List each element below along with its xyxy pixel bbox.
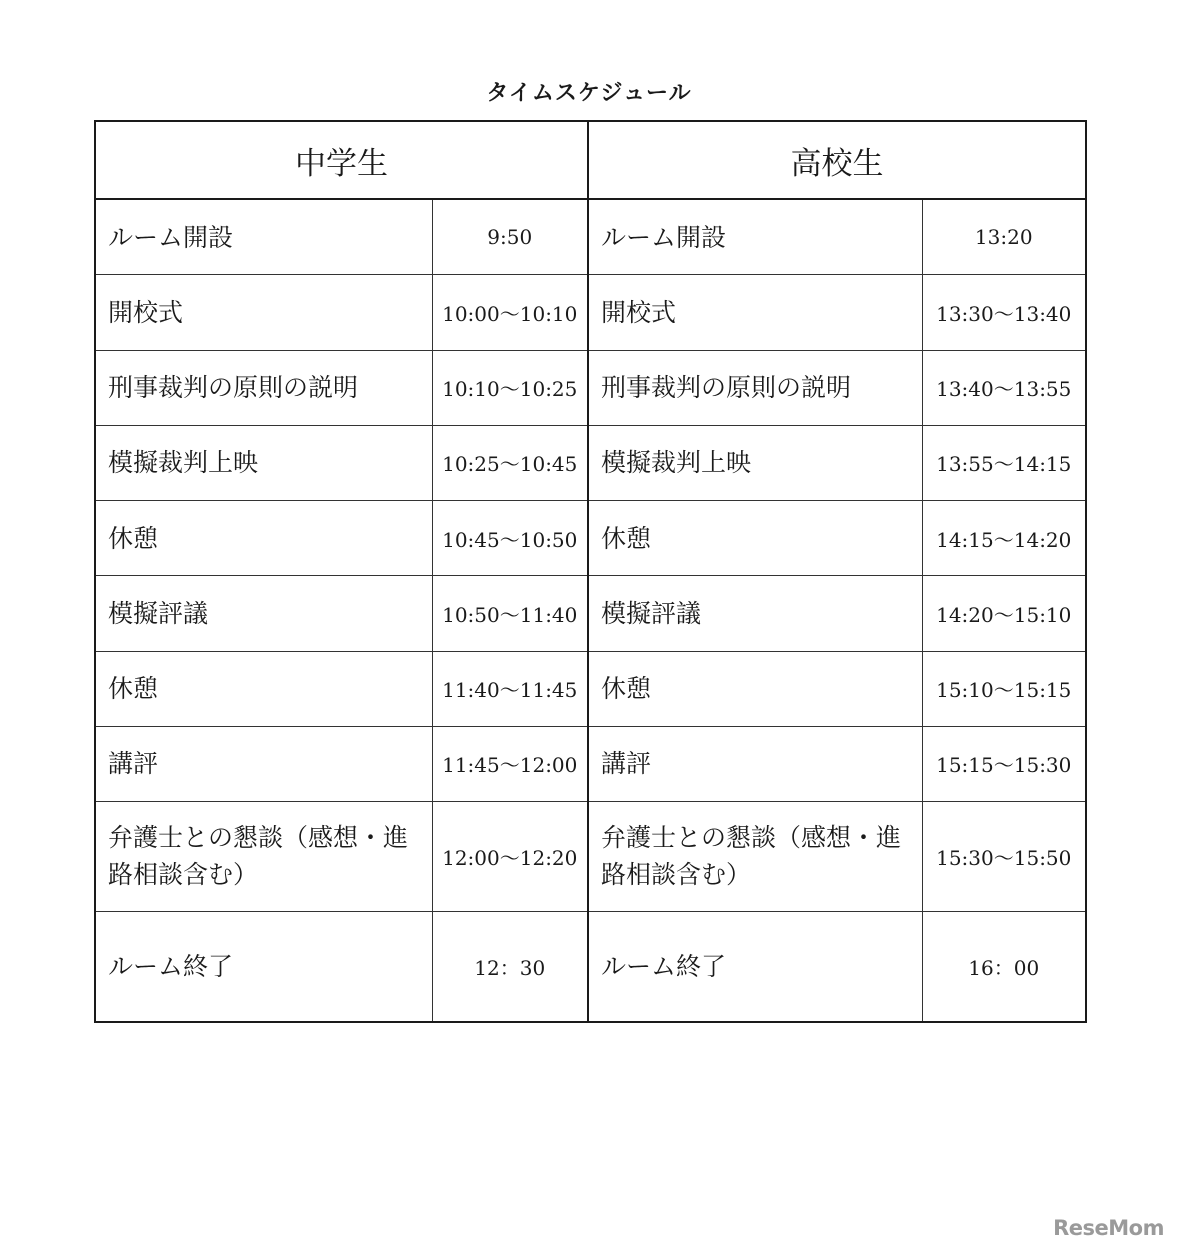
resemom-watermark-logo: ReseMom — [1053, 1216, 1164, 1240]
junior-time: 10:00～10:10 — [432, 275, 588, 350]
junior-activity: 刑事裁判の原則の説明 — [95, 350, 432, 425]
junior-activity: 休憩 — [95, 651, 432, 726]
senior-activity: 講評 — [588, 726, 922, 801]
senior-activity: 弁護士との懇談（感想・進路相談含む） — [588, 802, 922, 911]
junior-time: 10:50～11:40 — [432, 576, 588, 651]
senior-activity: ルーム開設 — [588, 199, 922, 275]
table-row — [95, 651, 1086, 726]
page-title: タイムスケジュール — [486, 81, 692, 106]
junior-time: 11:40～11:45 — [432, 651, 588, 726]
senior-time: 13:55～14:15 — [922, 425, 1086, 500]
junior-activity: 弁護士との懇談（感想・進路相談含む） — [95, 802, 432, 911]
senior-activity: ルーム終了 — [588, 911, 922, 1022]
table-row — [95, 576, 1086, 651]
junior-activity: 講評 — [95, 726, 432, 801]
senior-activity: 休憩 — [588, 651, 922, 726]
table-row — [95, 350, 1086, 425]
senior-activity: 休憩 — [588, 501, 922, 576]
junior-time: 11:45～12:00 — [432, 726, 588, 801]
senior-activity: 刑事裁判の原則の説明 — [588, 350, 922, 425]
senior-time: 15:30～15:50 — [922, 802, 1086, 911]
table-row — [95, 911, 1086, 1022]
table-row — [95, 726, 1086, 801]
senior-time: 15:15～15:30 — [922, 726, 1086, 801]
junior-time: 12:00～12:20 — [432, 802, 588, 911]
junior-activity: 模擬評議 — [95, 576, 432, 651]
senior-activity: 模擬評議 — [588, 576, 922, 651]
junior-high-header: 中学生 — [95, 121, 588, 199]
time-schedule-table — [94, 120, 1087, 1023]
senior-high-header: 高校生 — [588, 121, 1086, 199]
junior-activity: 開校式 — [95, 275, 432, 350]
junior-time: 9:50 — [432, 199, 588, 275]
table-header-row — [95, 121, 1086, 199]
senior-time: 13:30～13:40 — [922, 275, 1086, 350]
table-row — [95, 199, 1086, 275]
table-row — [95, 802, 1086, 911]
table-row — [95, 275, 1086, 350]
senior-time: 13:20 — [922, 199, 1086, 275]
junior-time: 10:25～10:45 — [432, 425, 588, 500]
junior-activity: 休憩 — [95, 501, 432, 576]
junior-time: 10:45～10:50 — [432, 501, 588, 576]
senior-time: 15:10～15:15 — [922, 651, 1086, 726]
junior-time: 12：30 — [432, 911, 588, 1022]
junior-activity: ルーム終了 — [95, 911, 432, 1022]
senior-activity: 模擬裁判上映 — [588, 425, 922, 500]
junior-activity: 模擬裁判上映 — [95, 425, 432, 500]
senior-time: 14:20～15:10 — [922, 576, 1086, 651]
junior-activity: ルーム開設 — [95, 199, 432, 275]
table-row — [95, 501, 1086, 576]
senior-time: 13:40～13:55 — [922, 350, 1086, 425]
junior-time: 10:10～10:25 — [432, 350, 588, 425]
senior-activity: 開校式 — [588, 275, 922, 350]
table-row — [95, 425, 1086, 500]
senior-time: 16：00 — [922, 911, 1086, 1022]
senior-time: 14:15～14:20 — [922, 501, 1086, 576]
